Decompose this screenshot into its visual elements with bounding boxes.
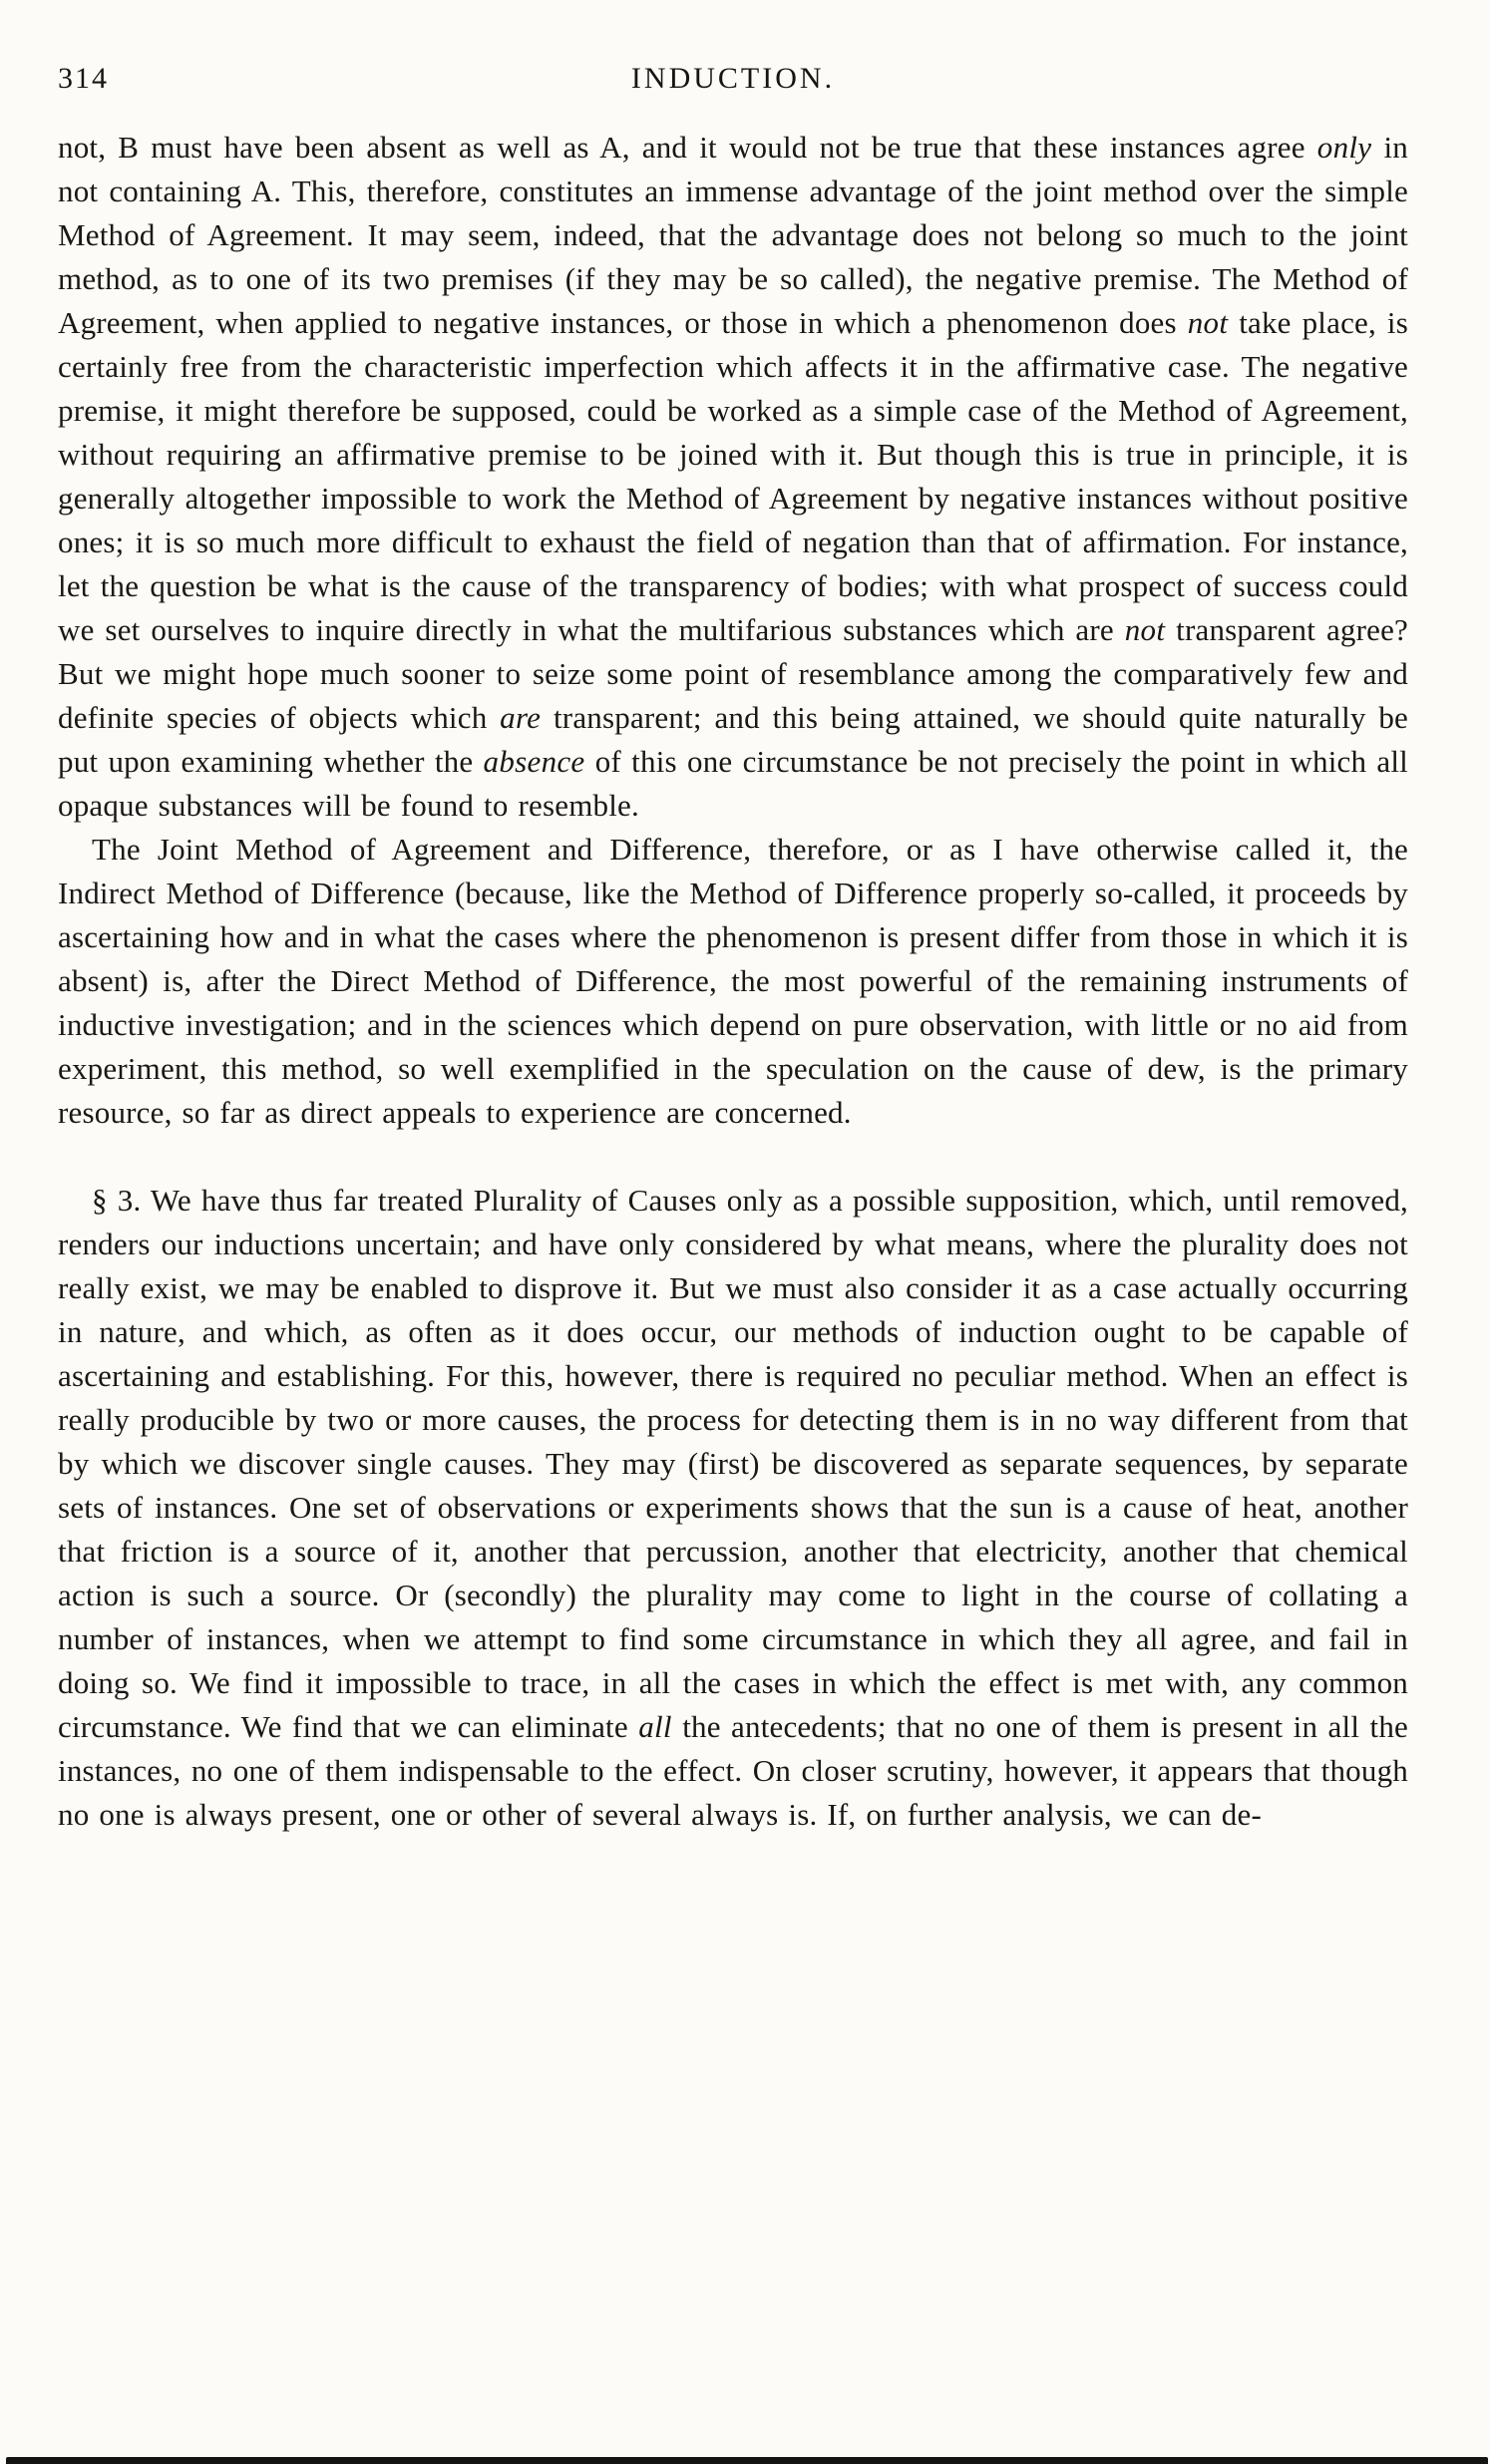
italic-text: not [1187,305,1229,340]
text-run: in not containing A. This, therefore, constitutes an immense advantage of the joint method over the simple Method of Agreement. It may seem, indeed, that the advantage does not belong so much to the joint method, as to one of its two premises (if they may be so called), the negative premise. The Method of Agreement, when applied to negative instances, or those in which a phenomenon does [58,130,1408,340]
body-text [58,126,1408,1837]
paragraph-joint-method [58,828,1408,1135]
page-header [58,62,1408,96]
text-run: not, B must have been absent as well as A, and it would not be true that these instances agree [58,130,1317,165]
text-run: § 3. We have thus far treated Plurality of Causes only as a possible supposition, which, until removed, renders our inductions uncertain; and have only considered by what means, where the plurality does not really exist, we may be enabled to disprove it. But we must also consider it as a case actually occurring in nature, and which, as often as it does occur, our methods of induction ought to be capable of ascertaining and establishing. For this, however, there is required no peculiar method. When an effect is really producible by two or more causes, the process for detecting them is in no way different from that by which we discover single causes. They may (first) be discovered as separate sequences, by separate sets of instances. One set of observations or experiments shows that the sun is a cause of heat, another that friction is a source of it, another that percussion, another that electricity, another that chemical action is such a source. Or (secondly) the plurality may come to light in the course of collating a number of instances, when we attempt to find some circumstance in which they all agree, and fail in doing so. We find it impossible to trace, in all the cases in which the effect is met with, any common circumstance. We find that we can eliminate [58,1183,1408,1744]
text-run: the antecedents; that no one of them is present in all the instances, no one of them indispensable to the effect. On closer scrutiny, however, it appears that though no one is always present, one or other of several always is. If, on further analysis, we can de- [58,1709,1408,1832]
italic-text: all [638,1709,672,1744]
italic-text: not [1124,612,1166,647]
text-run: take place, is certainly free from the characteristic imperfection which affects it in the affirmative case. The negative premise, it might therefore be supposed, could be worked as a simple case of the Method of Agreement, without requiring an affirmative premise to be joined with it. But though this is true in principle, it is generally altogether impossible to work the Method of Agreement by negative instances without positive ones; it is so much more difficult to exhaust the field of negation than that of affirmation. For instance, let the question be what is the cause of the transparency of bodies; with what prospect of success could we set ourselves to inquire directly in what the multifarious substances which are [58,305,1408,647]
text-run: transparent; and this being attained, we should quite naturally be put upon examining whether the [58,700,1409,779]
scan-edge [6,2457,1488,2464]
text-run: of this one circumstance be not precisely the point in which all opaque substances will be found to resemble. [58,744,1408,823]
paragraph-section-3 [58,1179,1408,1837]
text-run: transparent agree? But we might hope much sooner to seize some point of resemblance among the comparatively few and definite species of objects which [58,612,1409,735]
italic-text: absence [483,744,585,779]
page-number: 314 [58,62,109,95]
italic-text: only [1316,130,1372,165]
running-title: INDUCTION. [630,62,836,95]
italic-text: are [500,700,542,735]
text-run: The Joint Method of Agreement and Difference, therefore, or as I have otherwise called it, the Indirect Method of Difference (because, like the Method of Difference properly so-called, it proceeds by ascertaining how and in what the cases where the phenomenon is present differ from those in which it is absent) is, after the Direct Method of Difference, the most powerful of the remaining instruments of inductive investigation; and in the sciences which depend on pure observation, with little or no aid from experiment, this method, so well exemplified in the speculation on the cause of dew, is the primary resource, so far as direct appeals to experience are concerned. [58,832,1408,1130]
paragraph-continuation [58,126,1408,828]
